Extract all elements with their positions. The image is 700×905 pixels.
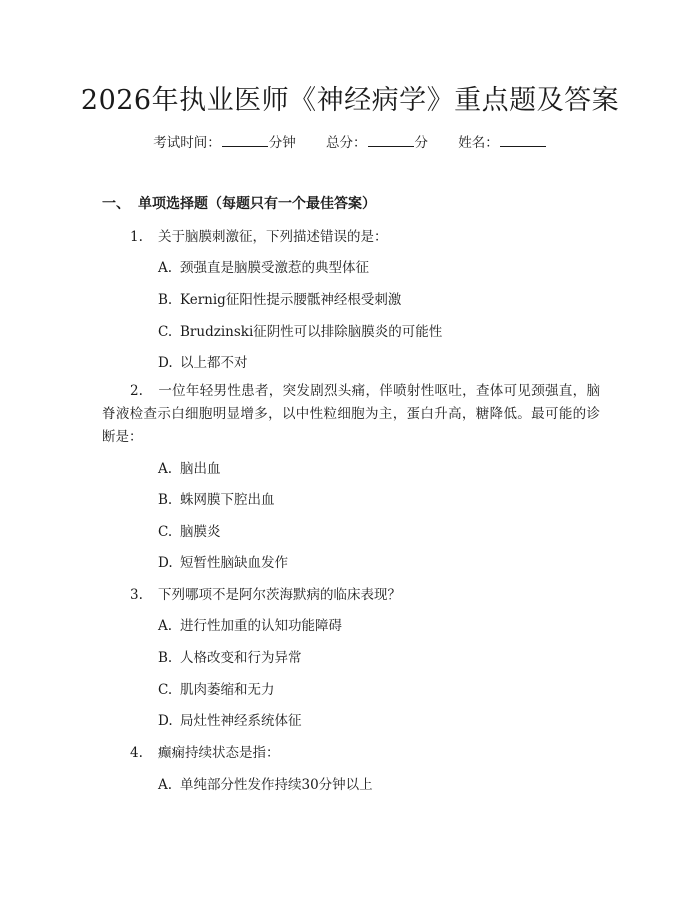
exam-time-label: 考试时间： — [153, 135, 221, 151]
option — [158, 457, 221, 477]
total-score — [326, 131, 428, 151]
option — [158, 614, 342, 634]
option-label: D. — [158, 713, 173, 729]
option-text: 人格改变和行为异常 — [180, 650, 302, 666]
question-stem — [130, 583, 401, 603]
option — [158, 488, 275, 508]
exam-time-unit: 分钟 — [268, 135, 296, 151]
section-number: 一、 — [102, 196, 130, 212]
option — [158, 256, 369, 276]
option-label: B. — [158, 492, 173, 508]
option-label: D. — [158, 355, 173, 371]
option-text: 脑膜炎 — [180, 524, 221, 540]
question-stem — [102, 380, 600, 449]
option-label: D. — [158, 555, 173, 571]
option-label: C. — [158, 682, 173, 698]
question-stem — [130, 741, 280, 761]
option-text: 蛛网膜下腔出血 — [180, 492, 275, 508]
question-stem — [130, 225, 388, 245]
option-label: B. — [158, 292, 173, 308]
exam-info-line — [0, 131, 700, 151]
total-score-label: 总分： — [326, 135, 367, 151]
option-label: C. — [158, 324, 173, 340]
option-text: 肌肉萎缩和无力 — [180, 682, 275, 698]
option-label: B. — [158, 650, 173, 666]
question-text: 关于脑膜刺激征，下列描述错误的是： — [158, 229, 388, 245]
option — [158, 773, 373, 793]
option — [158, 520, 221, 540]
exam-time-blank — [222, 135, 268, 147]
question-number: 1. — [130, 229, 143, 245]
option-text: 脑出血 — [180, 461, 221, 477]
option — [158, 646, 302, 666]
option — [158, 551, 288, 571]
question-number: 4. — [130, 745, 143, 761]
option-text: Kernig征阳性提示腰骶神经根受刺激 — [180, 292, 402, 308]
option — [158, 678, 275, 698]
option-text: 颈强直是脑膜受激惹的典型体征 — [180, 260, 369, 276]
option — [158, 351, 248, 371]
option-text: 单纯部分性发作持续30分钟以上 — [180, 777, 373, 793]
question-number: 3. — [130, 587, 143, 603]
student-name — [458, 131, 547, 151]
question-text: 下列哪项不是阿尔茨海默病的临床表现？ — [158, 587, 401, 603]
total-score-blank — [368, 135, 414, 147]
document-title: 2026年执业医师《神经病学》重点题及答案 — [80, 85, 620, 116]
option-label: A. — [158, 461, 173, 477]
option-text: 局灶性神经系统体征 — [180, 713, 302, 729]
option-text: 以上都不对 — [180, 355, 248, 371]
exam-time — [153, 131, 296, 151]
option-label: A. — [158, 618, 173, 634]
option-label: C. — [158, 524, 173, 540]
option-label: A. — [158, 260, 173, 276]
option-text: Brudzinski征阴性可以排除脑膜炎的可能性 — [180, 324, 443, 340]
option-text: 进行性加重的认知功能障碍 — [180, 618, 342, 634]
section-heading — [102, 193, 376, 213]
option — [158, 288, 401, 308]
student-name-blank — [500, 135, 546, 147]
question-number: 2. — [130, 383, 143, 399]
option — [158, 709, 302, 729]
option-label: A. — [158, 777, 173, 793]
total-score-unit: 分 — [414, 135, 428, 151]
section-title: 单项选择题（每题只有一个最佳答案） — [138, 196, 376, 212]
option — [158, 320, 442, 340]
question-text: 癫痫持续状态是指： — [158, 745, 280, 761]
option-text: 短暂性脑缺血发作 — [180, 555, 288, 571]
student-name-label: 姓名： — [458, 135, 499, 151]
question-text: 一位年轻男性患者，突发剧烈头痛，伴喷射性呕吐，查体可见颈强直，脑脊液检查示白细胞明显增多，以中性粒细胞为主，蛋白升高，糖降低。最可能的诊断是： — [102, 383, 600, 445]
